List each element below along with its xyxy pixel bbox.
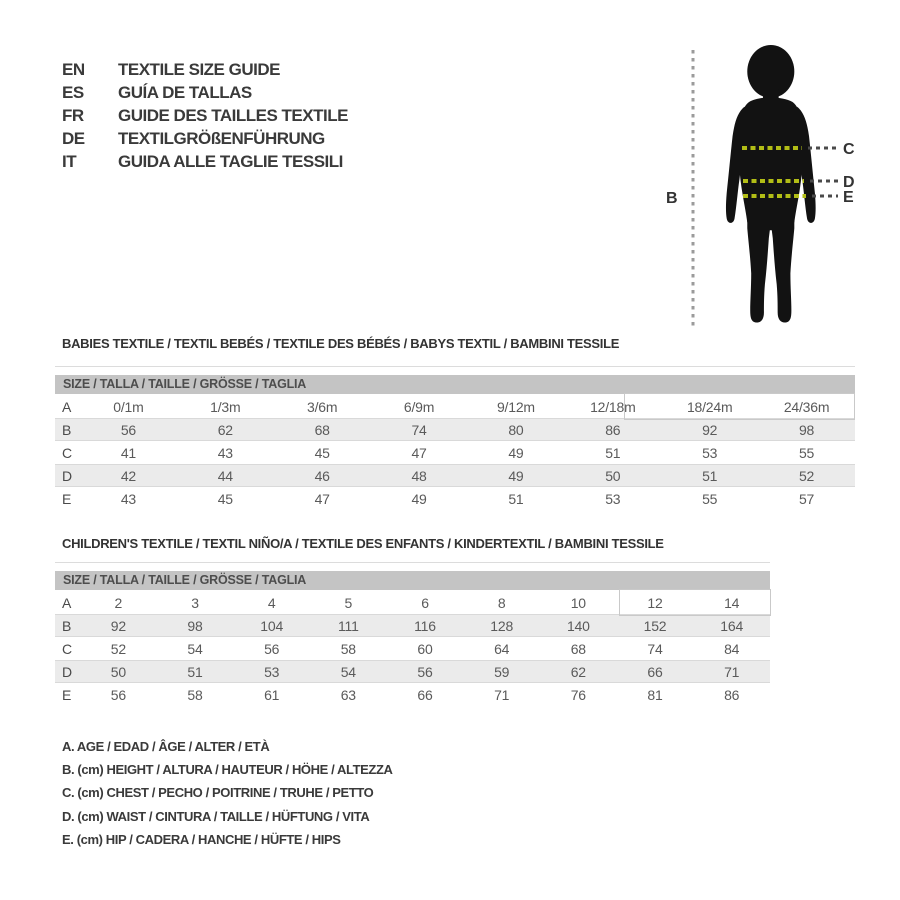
table-cell: 12/18m <box>590 398 636 415</box>
children-size-table <box>55 562 770 706</box>
table-cell: 52 <box>798 467 815 484</box>
table-cell: 1/3m <box>210 398 241 415</box>
table-cell: 98 <box>798 421 815 438</box>
table-cell: 152 <box>643 617 667 634</box>
child-silhouette <box>726 45 816 323</box>
row-label: B <box>62 617 72 634</box>
measurement-legend <box>62 735 393 851</box>
table-cell: 80 <box>508 421 524 438</box>
lang-code: EN <box>62 59 85 79</box>
table-cell: 50 <box>605 467 621 484</box>
table-cell: 3/6m <box>307 398 338 415</box>
lang-row-de <box>62 128 348 151</box>
table-cell: 9/12m <box>496 398 535 415</box>
table-cell: 116 <box>414 617 436 634</box>
table-cell: 92 <box>110 617 126 634</box>
lang-title: GUIDA ALLE TAGLIE TESSILI <box>118 152 343 172</box>
language-title-block <box>62 58 348 174</box>
table-cell: 56 <box>264 640 280 657</box>
lang-code: FR <box>62 105 84 125</box>
table-cell: 45 <box>314 444 330 461</box>
table-row <box>55 464 855 487</box>
table-cell: 140 <box>566 617 590 634</box>
lang-code: IT <box>62 152 77 172</box>
table-cell: 59 <box>494 663 510 680</box>
size-header-band: SIZE / TALLA / TAILLE / GRÖSSE / TAGLIA <box>55 571 770 590</box>
table-cell: 47 <box>411 444 427 461</box>
table-cell: 18/24m <box>686 398 733 415</box>
table-cell: 71 <box>724 663 740 680</box>
row-label: E <box>62 490 72 507</box>
table-cell: 3 <box>191 594 199 611</box>
children-highlighted-sizes-box <box>619 589 771 616</box>
table-cell: 45 <box>217 490 233 507</box>
table-cell: 49 <box>508 444 524 461</box>
table-cell: 98 <box>187 617 203 634</box>
table-cell: 49 <box>508 467 524 484</box>
table-cell: 51 <box>605 444 621 461</box>
legend-line-waist: D. (cm) WAIST / CINTURA / TAILLE / HÜFTUNG / VITA <box>62 808 370 824</box>
table-cell: 66 <box>417 686 433 703</box>
waist-label: D <box>843 174 855 191</box>
table-row <box>55 441 855 464</box>
table-cell: 61 <box>264 686 280 703</box>
table-cell: 49 <box>411 490 427 507</box>
lang-title: TEXTILE SIZE GUIDE <box>118 59 280 79</box>
table-cell: 58 <box>340 640 356 657</box>
table-cell: 42 <box>120 467 137 484</box>
table-cell: 0/1m <box>113 398 144 415</box>
table-cell: 63 <box>340 686 356 703</box>
table-cell: 104 <box>260 617 284 634</box>
table-cell: 74 <box>647 640 663 657</box>
table-cell: 47 <box>314 490 330 507</box>
row-label: D <box>62 663 72 680</box>
table-cell: 71 <box>494 686 510 703</box>
table-cell: 128 <box>490 617 514 634</box>
table-cell: 12 <box>647 594 663 611</box>
table-cell: 50 <box>110 663 126 680</box>
table-cell: 66 <box>647 663 663 680</box>
table-cell: 164 <box>720 617 744 634</box>
table-cell: 43 <box>217 444 233 461</box>
table-cell: 62 <box>570 663 586 680</box>
row-label: A <box>62 594 72 611</box>
table-cell: 56 <box>417 663 433 680</box>
row-label: E <box>62 686 72 703</box>
legend-line-age: A. AGE / EDAD / ÂGE / ALTER / ETÀ <box>62 739 270 755</box>
table-cell: 14 <box>724 594 740 611</box>
lang-title: GUÍA DE TALLAS <box>118 82 252 102</box>
table-row <box>55 614 770 637</box>
table-cell: 92 <box>702 421 718 438</box>
table-cell: 60 <box>417 640 433 657</box>
table-row <box>55 637 770 660</box>
table-cell: 53 <box>264 663 280 680</box>
table-cell: 68 <box>570 640 586 657</box>
hip-label: E <box>843 189 854 206</box>
legend-line-hip: E. (cm) HIP / CADERA / HANCHE / HÜFTE / HIPS <box>62 831 341 847</box>
table-cell: 6/9m <box>403 398 435 415</box>
table-cell: 51 <box>508 490 524 507</box>
row-label: C <box>62 444 72 461</box>
legend-line-chest: C. (cm) CHEST / PECHO / POITRINE / TRUHE / PETTO <box>62 785 374 801</box>
table-cell: 55 <box>702 490 718 507</box>
table-cell: 4 <box>267 594 276 611</box>
table-cell: 54 <box>340 663 356 680</box>
lang-code: DE <box>62 129 85 149</box>
lang-row-it <box>62 151 348 174</box>
table-row <box>55 418 855 441</box>
babies-size-table <box>55 366 855 510</box>
table-cell: 74 <box>411 421 427 438</box>
table-cell: 46 <box>314 467 330 484</box>
table-cell: 56 <box>120 421 137 438</box>
table-cell: 58 <box>187 686 203 703</box>
table-cell: 53 <box>605 490 621 507</box>
table-cell: 68 <box>314 421 330 438</box>
lang-row-fr <box>62 104 348 127</box>
table-cell: 43 <box>120 490 137 507</box>
row-label: C <box>62 640 72 657</box>
table-cell: 5 <box>344 594 353 611</box>
height-label: B <box>666 190 678 207</box>
table-cell: 8 <box>497 594 506 611</box>
lang-title: GUIDE DES TAILLES TEXTILE <box>118 105 348 125</box>
chest-label: C <box>843 141 855 158</box>
table-row <box>55 660 770 683</box>
table-cell: 86 <box>605 421 621 438</box>
lang-title: TEXTILGRÖßENFÜHRUNG <box>118 129 325 149</box>
table-cell: 6 <box>421 594 429 611</box>
table-cell: 10 <box>570 594 586 611</box>
table-row <box>55 487 855 510</box>
row-label: D <box>62 467 72 484</box>
table-row <box>55 683 770 706</box>
table-cell: 51 <box>702 467 718 484</box>
row-label: A <box>62 398 72 415</box>
table-cell: 86 <box>724 686 740 703</box>
table-cell: 51 <box>187 663 203 680</box>
table-cell: 84 <box>724 640 740 657</box>
table-cell: 111 <box>337 617 359 634</box>
babies-highlighted-sizes-box <box>624 393 855 420</box>
table-cell: 52 <box>110 640 126 657</box>
row-label: B <box>62 421 72 438</box>
table-cell: 56 <box>110 686 126 703</box>
lang-row-es <box>62 81 348 104</box>
table-cell: 48 <box>411 467 427 484</box>
babies-section-title: BABIES TEXTILE / TEXTIL BEBÉS / TEXTILE DES BÉBÉS / BABYS TEXTIL / BAMBINI TESSILE <box>62 336 620 351</box>
table-cell: 62 <box>217 421 233 438</box>
legend-line-height: B. (cm) HEIGHT / ALTURA / HAUTEUR / HÖHE / ALTEZZA <box>62 762 393 778</box>
child-silhouette-diagram <box>650 40 870 335</box>
table-cell: 76 <box>570 686 586 703</box>
children-section-title: CHILDREN'S TEXTILE / TEXTIL NIÑO/A / TEXTILE DES ENFANTS / KINDERTEXTIL / BAMBINI TESSILE <box>62 536 664 551</box>
table-cell: 41 <box>120 444 137 461</box>
table-cell: 64 <box>494 640 510 657</box>
lang-code: ES <box>62 82 84 102</box>
table-cell: 44 <box>217 467 233 484</box>
lang-row-en <box>62 58 348 81</box>
table-cell: 57 <box>798 490 815 507</box>
table-cell: 81 <box>647 686 663 703</box>
table-cell: 54 <box>187 640 203 657</box>
size-header-band: SIZE / TALLA / TAILLE / GRÖSSE / TAGLIA <box>55 375 855 394</box>
table-cell: 55 <box>798 444 815 461</box>
table-cell: 24/36m <box>783 398 830 415</box>
table-cell: 2 <box>114 594 123 611</box>
table-cell: 53 <box>702 444 718 461</box>
